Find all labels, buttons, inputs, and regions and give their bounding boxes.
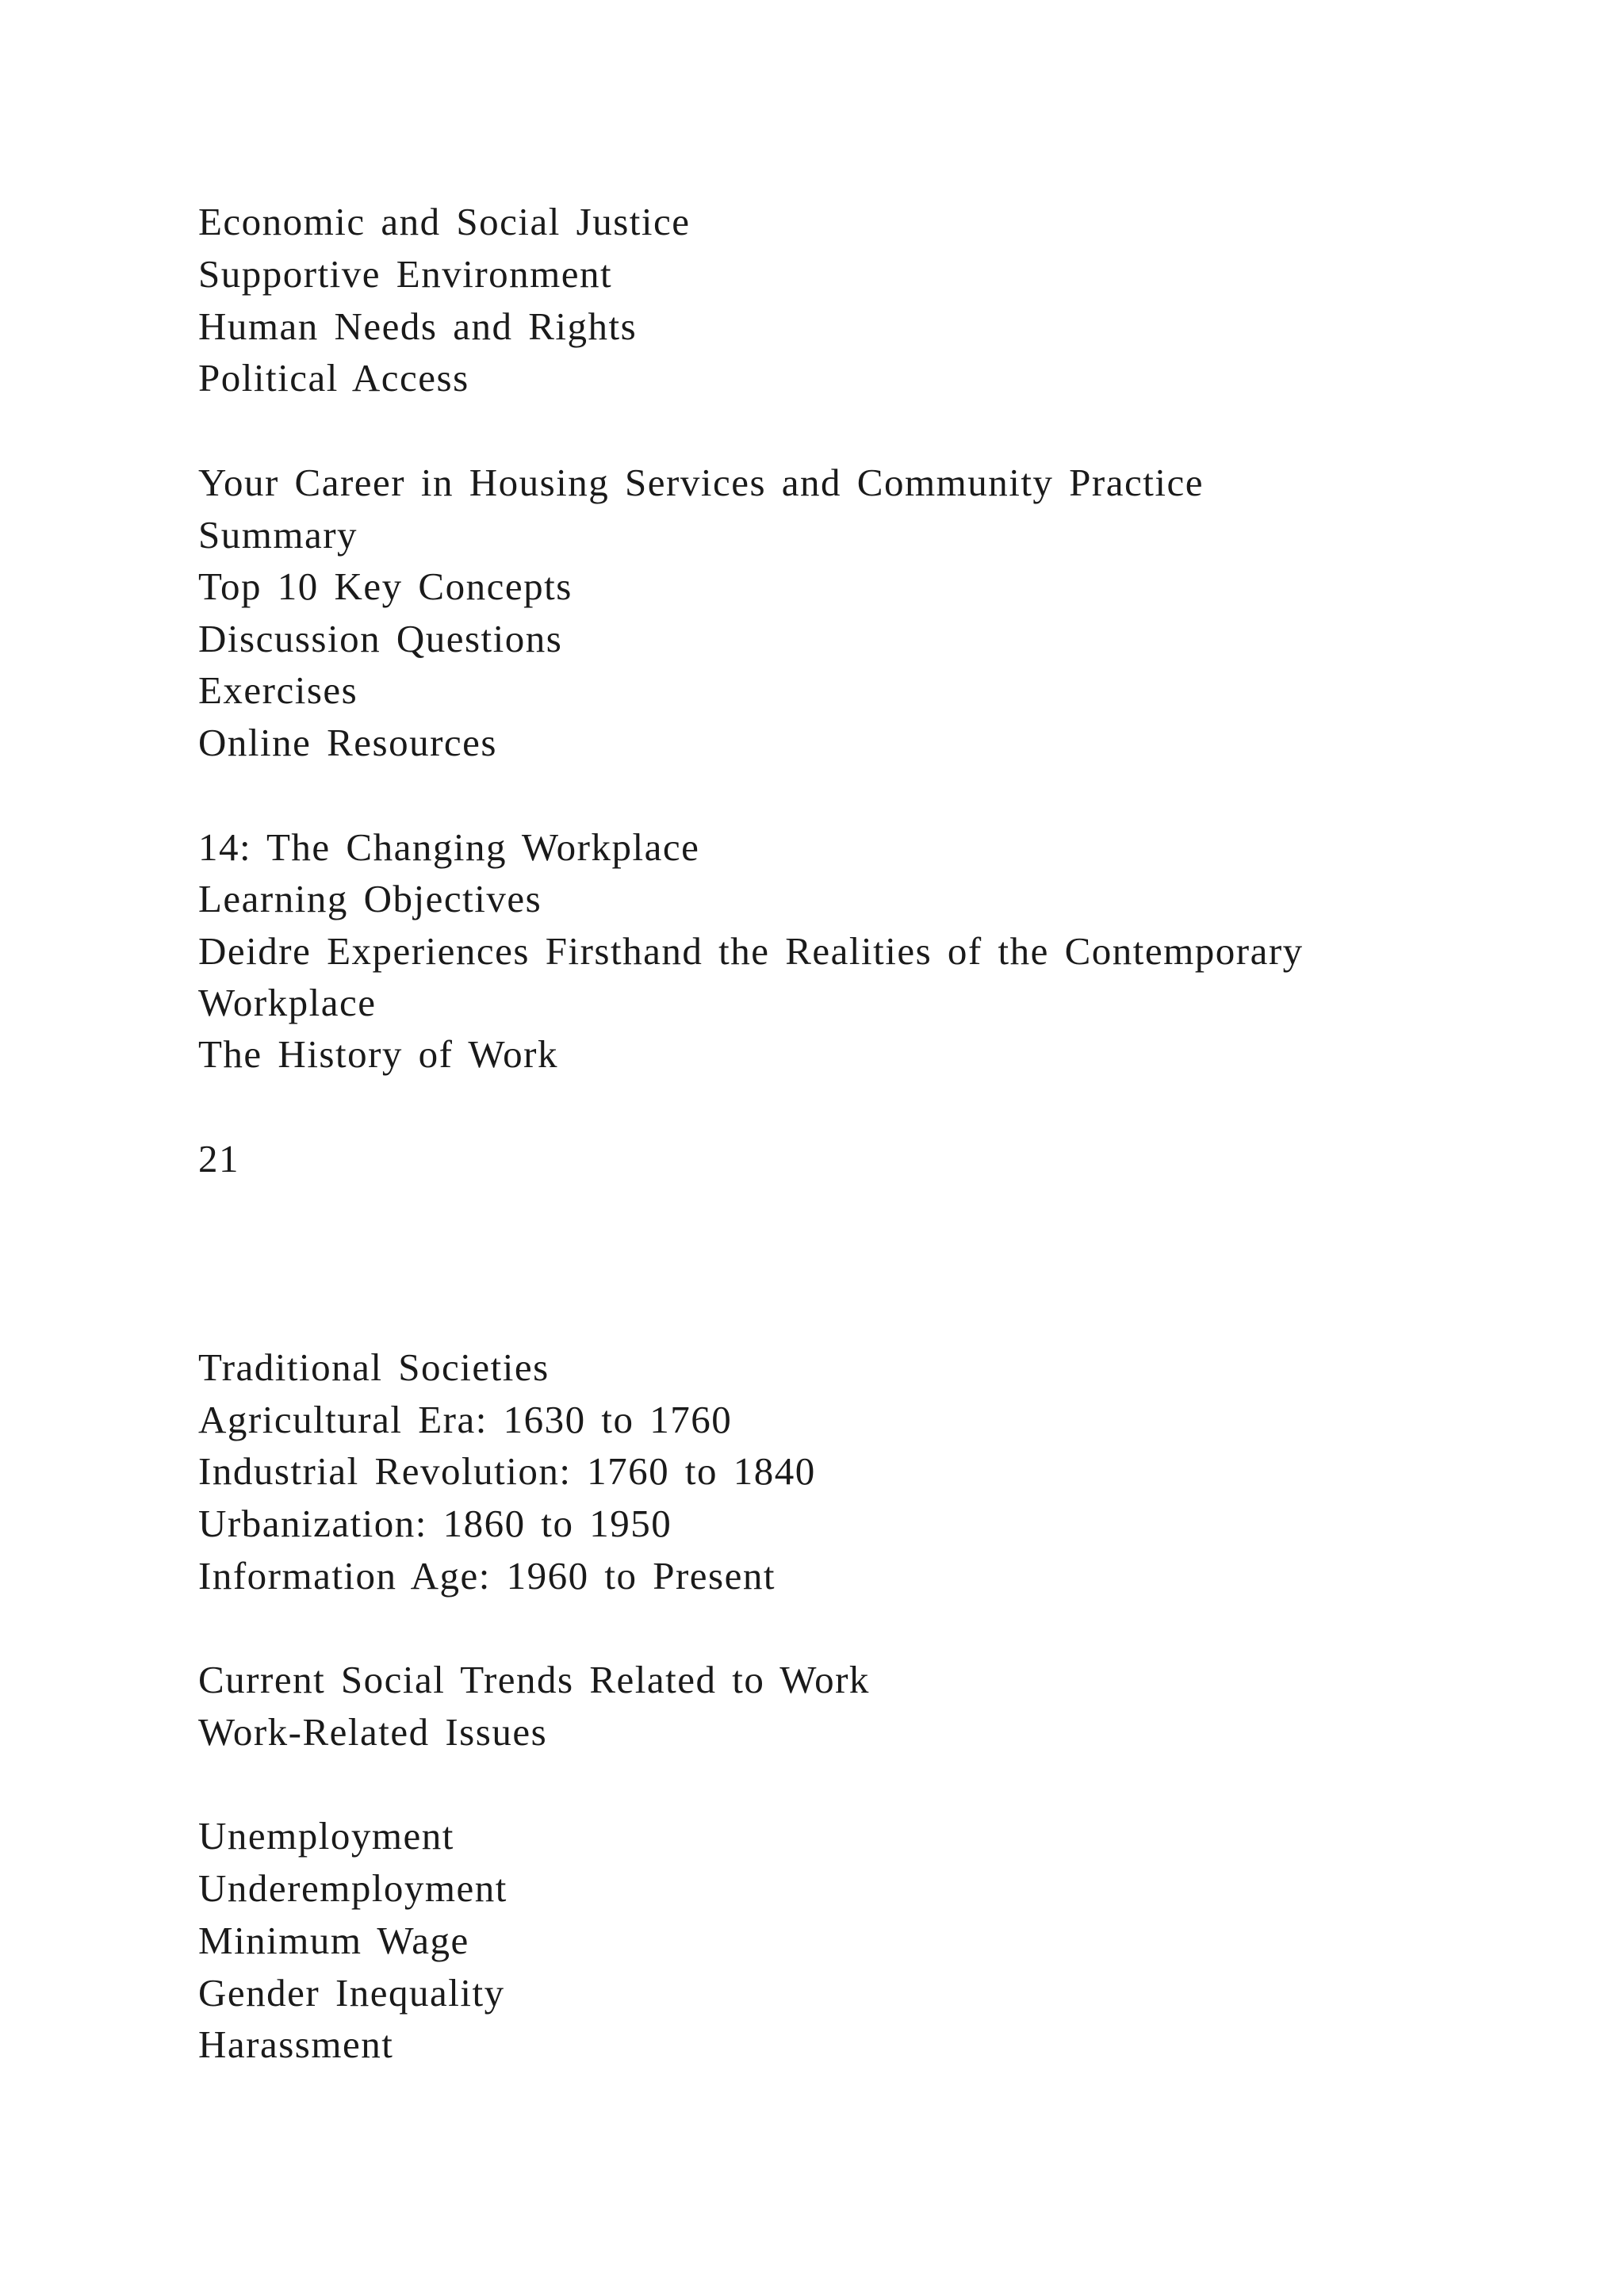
list-item: Urbanization: 1860 to 1950	[198, 1502, 672, 1545]
list-item: Political Access	[198, 356, 469, 400]
list-item: Current Social Trends Related to Work	[198, 1658, 870, 1701]
section-heading: Your Career in Housing Services and Community Practice	[198, 461, 1204, 504]
list-item: Agricultural Era: 1630 to 1760	[198, 1398, 733, 1441]
list-item: Underemployment	[198, 1866, 508, 1910]
list-item: Discussion Questions	[198, 617, 563, 660]
list-item: Industrial Revolution: 1760 to 1840	[198, 1449, 816, 1493]
list-item: Learning Objectives	[198, 877, 542, 920]
list-item: Information Age: 1960 to Present	[198, 1554, 776, 1598]
list-item: The History of Work	[198, 1032, 559, 1076]
list-item: Supportive Environment	[198, 252, 613, 296]
list-item: Human Needs and Rights	[198, 304, 638, 348]
list-item: Economic and Social Justice	[198, 200, 691, 243]
list-item: Work-Related Issues	[198, 1710, 548, 1754]
list-item: Exercises	[198, 668, 358, 712]
list-item: Top 10 Key Concepts	[198, 564, 573, 608]
list-item: Minimum Wage	[198, 1919, 469, 1962]
list-item: Summary	[198, 513, 358, 557]
chapter-title: 14: The Changing Workplace	[198, 825, 700, 869]
list-item: Workplace	[198, 981, 377, 1024]
list-item: Traditional Societies	[198, 1345, 550, 1389]
list-item: Gender Inequality	[198, 1971, 505, 2015]
list-item: Harassment	[198, 2022, 394, 2066]
list-item: Unemployment	[198, 1814, 454, 1858]
list-item: Online Resources	[198, 721, 497, 764]
page-number: 21	[198, 1137, 239, 1181]
list-item: Deidre Experiences Firsthand the Realities of the Contemporary	[198, 929, 1304, 973]
